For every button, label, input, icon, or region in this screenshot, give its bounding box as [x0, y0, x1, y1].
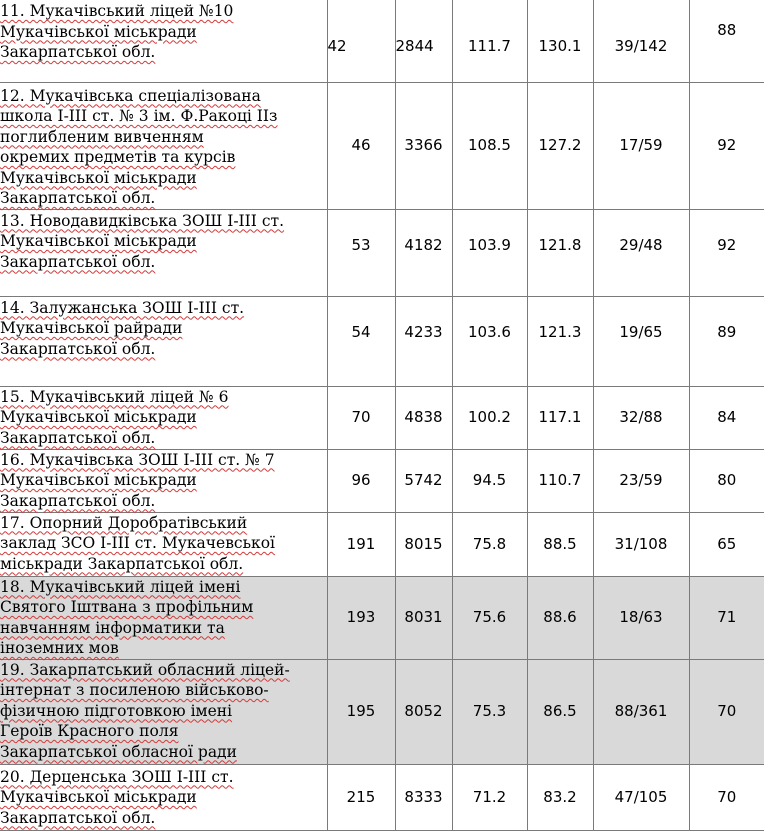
percent-cell: 65	[689, 512, 764, 576]
code-cell: 2844	[395, 0, 452, 82]
school-name-line: Мукачівської міськради	[0, 232, 197, 250]
school-name-line: Святого Іштвана з профільним	[0, 598, 254, 616]
score2-cell: 86.5	[527, 659, 593, 764]
ratio-cell: 47/105	[593, 764, 689, 830]
code-cell: 4182	[395, 209, 452, 296]
score1-cell: 111.7	[452, 0, 527, 82]
percent-cell: 84	[689, 386, 764, 449]
ratio-cell: 39/142	[593, 0, 689, 82]
school-name-cell	[0, 512, 327, 576]
rank-cell: 54	[327, 296, 395, 386]
score2-cell: 127.2	[527, 82, 593, 209]
school-name-line: 12. Мукачівська спеціалізована	[0, 86, 261, 105]
school-name-line: Закарпатської обл.	[0, 339, 156, 358]
percent-cell: 70	[689, 659, 764, 764]
school-name-line: окремих предметів та курсів	[0, 148, 236, 166]
school-name-line: міськради Закарпатської обл.	[0, 554, 244, 573]
school-name-line: 11. Мукачівський ліцей №10	[0, 2, 234, 20]
table-row	[0, 764, 764, 830]
code-cell: 8015	[395, 512, 452, 576]
school-name-line: заклад ЗСО І-ІІІ ст. Мукачевської	[0, 534, 276, 552]
rank-cell: 195	[327, 659, 395, 764]
table-row	[0, 449, 764, 512]
school-name-line: 18. Мукачівський ліцей імені	[0, 577, 241, 596]
code-cell: 4233	[395, 296, 452, 386]
ratio-cell: 29/48	[593, 209, 689, 296]
school-name-line: Закарпатської обл.	[0, 43, 156, 61]
school-name-line: Героїв Красного поля	[0, 722, 179, 740]
school-name-line: Закарпатської обласної ради	[0, 742, 237, 761]
rank-cell: 193	[327, 576, 395, 659]
rank-cell: 70	[327, 386, 395, 449]
rank-cell: 46	[327, 82, 395, 209]
rank-cell: 53	[327, 209, 395, 296]
ratio-cell: 19/65	[593, 296, 689, 386]
school-name-line: навчанням інформатики та	[0, 618, 225, 637]
school-name-line: іноземних мов	[0, 639, 119, 657]
code-cell: 4838	[395, 386, 452, 449]
code-cell: 3366	[395, 82, 452, 209]
score1-cell: 75.8	[452, 512, 527, 576]
school-name-line: Закарпатської обл.	[0, 428, 156, 447]
school-name-line: Мукачівської міськради	[0, 471, 197, 489]
school-name-line: Закарпатської обл.	[0, 808, 156, 827]
table-row	[0, 386, 764, 449]
rank-cell: 215	[327, 764, 395, 830]
school-name-line: Закарпатської обл.	[0, 189, 156, 207]
score2-cell: 88.6	[527, 576, 593, 659]
school-name-cell	[0, 764, 327, 830]
school-name-cell	[0, 0, 327, 82]
school-name-line: фізичною підготовкою імені	[0, 701, 233, 720]
score2-cell: 88.5	[527, 512, 593, 576]
score2-cell: 121.8	[527, 209, 593, 296]
school-name-line: Мукачівської міськради	[0, 22, 197, 41]
table-row	[0, 82, 764, 209]
score2-cell: 83.2	[527, 764, 593, 830]
score1-cell: 75.3	[452, 659, 527, 764]
rank-cell: 42	[327, 0, 395, 82]
score1-cell: 71.2	[452, 764, 527, 830]
ratio-cell: 23/59	[593, 449, 689, 512]
table-row	[0, 512, 764, 576]
code-cell: 5742	[395, 449, 452, 512]
school-name-line: Мукачівської райради	[0, 319, 183, 337]
score2-cell: 130.1	[527, 0, 593, 82]
school-name-line: 14. Залужанська ЗОШ І-ІІІ ст.	[0, 298, 245, 317]
score1-cell: 103.6	[452, 296, 527, 386]
school-name-line: 19. Закарпатський обласний ліцей-	[0, 660, 290, 679]
percent-cell: 92	[689, 209, 764, 296]
table-row	[0, 0, 764, 82]
table-row	[0, 576, 764, 659]
ratio-cell: 88/361	[593, 659, 689, 764]
school-name-line: 20. Дерценська ЗОШ І-ІІІ ст.	[0, 767, 234, 786]
school-name-cell	[0, 449, 327, 512]
school-name-line: 13. Новодавидківська ЗОШ І-ІІІ ст.	[0, 211, 285, 230]
rank-cell: 191	[327, 512, 395, 576]
rank-cell: 96	[327, 449, 395, 512]
ratio-cell: 31/108	[593, 512, 689, 576]
school-name-cell	[0, 209, 327, 296]
percent-cell: 92	[689, 82, 764, 209]
percent-cell: 88	[689, 0, 764, 82]
school-name-cell	[0, 659, 327, 764]
code-cell: 8052	[395, 659, 452, 764]
table-row	[0, 659, 764, 764]
school-name-cell	[0, 82, 327, 209]
school-name-line: інтернат з посиленою військово-	[0, 681, 269, 699]
score1-cell: 108.5	[452, 82, 527, 209]
score1-cell: 103.9	[452, 209, 527, 296]
school-name-cell	[0, 296, 327, 386]
percent-cell: 80	[689, 449, 764, 512]
score2-cell: 121.3	[527, 296, 593, 386]
school-name-line: 15. Мукачівський ліцей № 6	[0, 387, 229, 406]
score1-cell: 100.2	[452, 386, 527, 449]
score1-cell: 94.5	[452, 449, 527, 512]
school-name-cell	[0, 576, 327, 659]
school-name-line: Мукачівської міськради	[0, 788, 197, 806]
ratio-cell: 32/88	[593, 386, 689, 449]
school-name-line: Закарпатської обл.	[0, 252, 156, 271]
ratio-cell: 17/59	[593, 82, 689, 209]
school-name-cell	[0, 386, 327, 449]
school-name-line: Закарпатської обл.	[0, 491, 156, 510]
score2-cell: 110.7	[527, 449, 593, 512]
score2-cell: 117.1	[527, 386, 593, 449]
percent-cell: 70	[689, 764, 764, 830]
school-name-line: Мукачівської міськради	[0, 168, 197, 187]
score1-cell: 75.6	[452, 576, 527, 659]
code-cell: 8031	[395, 576, 452, 659]
percent-cell: 71	[689, 576, 764, 659]
ratio-cell: 18/63	[593, 576, 689, 659]
school-name-line: 16. Мукачівська ЗОШ І-ІІІ ст. № 7	[0, 450, 275, 469]
school-name-line: 17. Опорний Доробратівський	[0, 513, 248, 532]
code-cell: 8333	[395, 764, 452, 830]
percent-cell: 89	[689, 296, 764, 386]
school-name-line: школа І-ІІІ ст. № 3 ім. Ф.Ракоці ІІз	[0, 107, 278, 125]
table-row	[0, 296, 764, 386]
school-name-line: поглибленим вивченням	[0, 127, 204, 146]
table-row	[0, 209, 764, 296]
school-name-line: Мукачівської міськради	[0, 408, 197, 426]
